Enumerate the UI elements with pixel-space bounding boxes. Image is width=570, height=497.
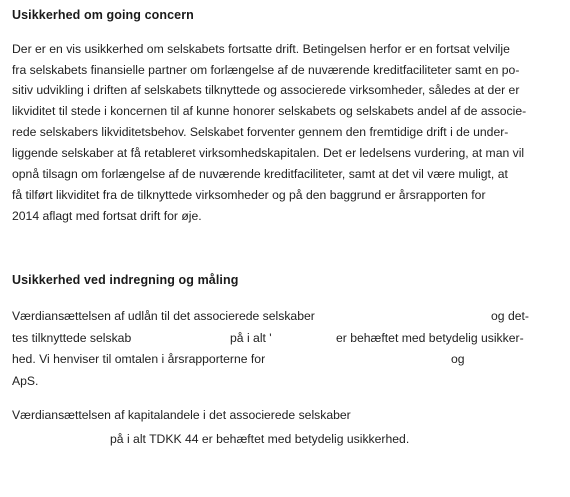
paragraph-fragment: på i alt ' <box>230 331 272 345</box>
paragraph-line: 2014 aflagt med fortsat drift for øje. <box>12 209 202 223</box>
paragraph-line: likviditet til stede i koncernen til af kunne honorer selskabets og selskabets andel af de associe- <box>12 104 527 118</box>
paragraph-fragment: er behæftet med betydelig usikker- <box>336 331 524 345</box>
heading-going-concern: Usikkerhed om going concern <box>12 8 194 22</box>
paragraph-fragment: hed. Vi henviser til omtalen i årsrapporterne for <box>12 352 266 366</box>
paragraph-line: opnå tilsagn om forlængelse af de nuværende kreditfaciliteter, samt at det vil være muligt, at <box>12 167 508 181</box>
paragraph-fragment: tes tilknyttede selskab <box>12 331 132 345</box>
paragraph-fragment: Værdiansættelsen af udlån til det associerede selskaber <box>12 309 315 323</box>
paragraph-fragment: på i alt TDKK 44 er behæftet med betydelig usikkerhed. <box>110 432 410 446</box>
heading-indregning-maaling: Usikkerhed ved indregning og måling <box>12 273 239 287</box>
paragraph-line: Der er en vis usikkerhed om selskabets fortsatte drift. Betingelsen herfor er en fortsat velvilje <box>12 42 510 56</box>
paragraph-fragment: og det- <box>491 309 529 323</box>
paragraph-line: fra selskabets finansielle partner om forlængelse af de nuværende kreditfaciliteter samt en po- <box>12 63 520 77</box>
paragraph-fragment: Værdiansættelsen af kapitalandele i det associerede selskaber <box>12 408 351 422</box>
paragraph-fragment: ApS. <box>12 374 39 388</box>
paragraph-line: rede selskabers likviditetsbehov. Selskabet forventer gennem den fremtidige drift i de under- <box>12 125 509 139</box>
paragraph-line: liggende selskaber at få retableret virksomhedskapitalen. Det er ledelsens vurdering, at man vil <box>12 146 525 160</box>
paragraph-line: få tilført likviditet fra de tilknyttede virksomheder og på den baggrund er årsrapporten for <box>12 188 486 202</box>
paragraph-line: sitiv udvikling i driften af selskabets tilknyttede og associerede virksomheder, således at der er <box>12 83 520 97</box>
paragraph-fragment: og <box>451 352 465 366</box>
